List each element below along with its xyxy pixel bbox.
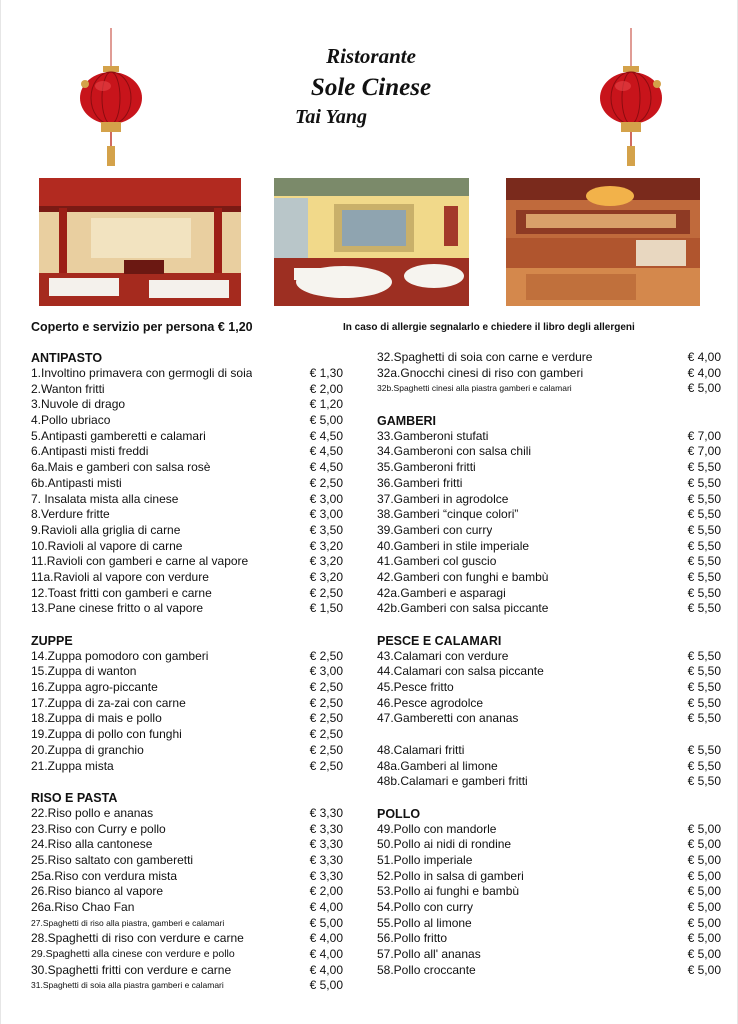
menu-item-price: € 4,00 (687, 365, 721, 380)
menu-item-price: € 3,00 (309, 664, 343, 679)
menu-item (377, 507, 721, 523)
menu-item-price: € 2,50 (309, 475, 343, 490)
menu-item (377, 444, 721, 460)
section-spacer (31, 617, 343, 633)
menu-item-name: 2.Wanton fritti (31, 381, 105, 396)
menu-item-name: 20.Zuppa di granchio (31, 742, 144, 757)
menu-item-name: 56.Pollo fritto (377, 931, 448, 946)
dining-room-photo-3 (506, 178, 700, 306)
menu-item-name: 23.Riso con Curry e pollo (31, 821, 166, 836)
menu-item-name: 14.Zuppa pomodoro con gamberi (31, 648, 209, 663)
menu-item (377, 492, 721, 508)
menu-item (377, 664, 721, 680)
menu-item-name: 25a.Riso con verdura mista (31, 868, 178, 883)
menu-item (31, 476, 343, 492)
menu-item (31, 570, 343, 586)
menu-item (31, 539, 343, 555)
menu-item (377, 350, 721, 366)
menu-item-name: 44.Calamari con salsa piccante (377, 664, 544, 679)
menu-item (31, 366, 343, 382)
menu-item (31, 727, 343, 743)
menu-item-price: € 5,50 (687, 680, 721, 695)
menu-column-right (377, 350, 721, 978)
menu-item-name: 15.Zuppa di wanton (31, 664, 137, 679)
restaurant-subname: Tai Yang (294, 106, 368, 128)
section-title-antipasto: ANTIPASTO (31, 351, 103, 365)
menu-item-price: € 2,50 (309, 695, 343, 710)
menu-item (31, 853, 343, 869)
menu-item-price: € 5,50 (687, 460, 721, 475)
menu-item-name: 16.Zuppa agro-piccante (31, 680, 158, 695)
menu-item-price: € 3,00 (309, 491, 343, 506)
menu-item-price: € 4,50 (309, 428, 343, 443)
menu-item-price: € 5,00 (687, 900, 721, 914)
menu-item-name: 4.Pollo ubriaco (31, 413, 111, 428)
menu-item (31, 554, 343, 570)
menu-item-price: € 4,00 (309, 947, 343, 962)
menu-item (31, 837, 343, 853)
menu-item-name: 49.Pollo con mandorle (377, 821, 497, 836)
menu-item (377, 523, 721, 539)
menu-item (377, 759, 721, 775)
menu-item-name: 32b.Spaghetti cinesi alla piastra gamberi e calamari (377, 383, 572, 394)
menu-item-price: € 5,00 (687, 852, 721, 867)
menu-item (31, 586, 343, 602)
menu-item-price: € 5,50 (687, 695, 721, 710)
menu-item-price: € 4,00 (309, 900, 343, 914)
menu-item (31, 460, 343, 476)
menu-item-name: 26a.Riso Chao Fan (31, 900, 135, 914)
menu-item-price: € 3,20 (309, 538, 343, 553)
menu-item-price: € 5,00 (687, 962, 721, 977)
menu-item-price: € 5,50 (687, 742, 721, 757)
menu-item-price: € 2,50 (309, 680, 343, 695)
menu-item (377, 853, 721, 869)
menu-item-name: 30.Spaghetti fritti con verdure e carne (31, 962, 232, 977)
menu-item (31, 743, 343, 759)
menu-item (377, 869, 721, 885)
section-spacer (31, 774, 343, 790)
menu-item-name: 52.Pollo in salsa di gamberi (377, 868, 524, 883)
restaurant-name: Sole Cinese (310, 74, 432, 101)
section-title-zuppe: ZUPPE (31, 633, 73, 648)
menu-column-left (31, 350, 343, 994)
menu-item (377, 837, 721, 853)
menu-item (377, 539, 721, 555)
menu-item (31, 916, 343, 932)
menu-item-price: € 2,50 (309, 711, 343, 726)
menu-item-name: 55.Pollo al limone (377, 915, 472, 930)
menu-item-name: 50.Pollo ai nidi di rondine (377, 837, 512, 852)
menu-item-name: 25.Riso saltato con gamberetti (31, 852, 194, 867)
menu-item (31, 900, 343, 916)
menu-item-price: € 4,00 (309, 931, 343, 946)
menu-item (377, 601, 721, 617)
menu-item-name: 26.Riso bianco al vapore (31, 884, 164, 899)
menu-item-name: 17.Zuppa di za-zai con carne (31, 695, 186, 710)
menu-item (31, 444, 343, 460)
menu-item-name: 35.Gamberoni fritti (377, 460, 476, 475)
menu-item (377, 570, 721, 586)
menu-item (31, 869, 343, 885)
menu-item-price: € 3,20 (309, 554, 343, 569)
menu-item (377, 947, 721, 963)
restaurant-label: Ristorante (326, 44, 416, 68)
menu-item-name: 38.Gamberi “cinque colori” (377, 507, 519, 522)
menu-item-price: € 5,50 (687, 554, 721, 569)
menu-item-name: 46.Pesce agrodolce (377, 695, 484, 710)
menu-item-price: € 5,00 (309, 915, 343, 930)
menu-item (31, 397, 343, 413)
menu-item-name: 27.Spaghetti di riso alla piastra, gamberi e calamari (31, 917, 225, 928)
menu-item-name: 11.Ravioli con gamberi e carne al vapore (31, 554, 249, 569)
menu-item (31, 492, 343, 508)
menu-item (31, 759, 343, 775)
menu-item-name: 8.Verdure fritte (31, 507, 110, 522)
menu-item (31, 601, 343, 617)
menu-item-name: 32.Spaghetti di soia con carne e verdure (377, 350, 593, 364)
menu-item-price: € 3,00 (309, 507, 343, 522)
menu-item-name: 51.Pollo imperiale (377, 852, 473, 867)
menu-item (377, 900, 721, 916)
menu-item-name: 13.Pane cinese fritto o al vapore (31, 601, 204, 616)
right-lantern-icon (599, 28, 663, 170)
menu-item (31, 978, 343, 994)
menu-item-name: 58.Pollo croccante (377, 962, 476, 977)
menu-item-name: 22.Riso pollo e ananas (31, 805, 154, 820)
menu-item (377, 381, 721, 397)
menu-item-name: 39.Gamberi con curry (377, 522, 493, 537)
menu-item-price: € 5,50 (687, 758, 721, 773)
menu-item (377, 429, 721, 445)
menu-item (31, 507, 343, 523)
cover-charge-notice: Coperto e servizio per persona € 1,20 (31, 320, 253, 334)
menu-item-name: 57.Pollo all' ananas (377, 947, 481, 962)
menu-item (377, 743, 721, 759)
menu-item (377, 680, 721, 696)
menu-item (377, 711, 721, 727)
menu-item (31, 711, 343, 727)
menu-item (31, 429, 343, 445)
menu-item-name: 36.Gamberi fritti (377, 475, 463, 490)
menu-item-name: 12.Toast fritti con gamberi e carne (31, 585, 212, 600)
menu-item-price: € 5,50 (687, 585, 721, 600)
menu-item-price: € 5,50 (687, 538, 721, 553)
menu-item-price: € 3,50 (309, 522, 343, 537)
menu-item-name: 31.Spaghetti di soia alla piastra gamberi e calamari (31, 980, 224, 991)
menu-item-price: € 5,50 (687, 475, 721, 490)
menu-item (377, 696, 721, 712)
menu-item (31, 696, 343, 712)
menu-item-price: € 3,30 (309, 852, 343, 867)
menu-item-name: 37.Gamberi in agrodolce (377, 491, 509, 506)
menu-item-name: 33.Gamberoni stufati (377, 428, 489, 443)
menu-item-name: 53.Pollo ai funghi e bambù (377, 884, 520, 899)
menu-item-name: 45.Pesce fritto (377, 680, 454, 695)
menu-item (31, 963, 343, 979)
menu-item (377, 822, 721, 838)
menu-item-name: 24.Riso alla cantonese (31, 837, 153, 852)
menu-item-name: 34.Gamberoni con salsa chili (377, 444, 532, 459)
menu-item-price: € 5,00 (687, 868, 721, 883)
menu-item (31, 649, 343, 665)
menu-item (377, 586, 721, 602)
section-spacer (377, 617, 721, 633)
menu-item-price: € 5,50 (687, 491, 721, 506)
menu-item-name: 43.Calamari con verdure (377, 648, 509, 663)
menu-item (377, 884, 721, 900)
menu-item (31, 680, 343, 696)
menu-item-name: 5.Antipasti gamberetti e calamari (31, 428, 206, 443)
menu-item-price: € 2,50 (309, 648, 343, 663)
menu-item (377, 476, 721, 492)
menu-item-price: € 5,00 (687, 821, 721, 836)
menu-item-price: € 5,50 (687, 774, 721, 789)
menu-item-price: € 2,50 (309, 742, 343, 757)
menu-item-name: 48.Calamari fritti (377, 742, 465, 757)
menu-item-name: 11a.Ravioli al vapore con verdure (31, 569, 209, 584)
menu-item-price: € 4,50 (309, 460, 343, 475)
menu-item (377, 916, 721, 932)
menu-item-price: € 3,30 (309, 805, 343, 820)
menu-item-price: € 5,50 (687, 648, 721, 663)
menu-item-price: € 5,50 (687, 711, 721, 726)
menu-item-price: € 3,30 (309, 868, 343, 883)
menu-item-name: 7. Insalata mista alla cinese (31, 491, 179, 506)
menu-item-name: 47.Gamberetti con ananas (377, 711, 519, 726)
menu-item-price: € 2,50 (309, 585, 343, 600)
menu-item (377, 931, 721, 947)
menu-item-name: 3.Nuvole di drago (31, 397, 126, 412)
menu-item (377, 963, 721, 979)
section-title-riso-e-pasta: RISO E PASTA (31, 790, 118, 805)
menu-item-name: 54.Pollo con curry (377, 900, 474, 914)
menu-item-price: € 1,20 (309, 397, 343, 412)
menu-item-price: € 7,00 (687, 444, 721, 459)
menu-item-name: 48b.Calamari e gamberi fritti (377, 774, 528, 789)
menu-item-price: € 2,50 (309, 727, 343, 742)
menu-item-name: 6b.Antipasti misti (31, 475, 122, 490)
menu-item (377, 554, 721, 570)
menu-item (31, 931, 343, 947)
menu-item-price: € 4,00 (687, 350, 721, 364)
menu-item-price: € 2,00 (309, 381, 343, 396)
menu-item-name: 28.Spaghetti di riso con verdure e carne (31, 931, 244, 946)
menu-item-name: 48a.Gamberi al limone (377, 758, 498, 773)
menu-item-name: 21.Zuppa mista (31, 758, 114, 773)
section-spacer (377, 397, 721, 413)
menu-item-name: 19.Zuppa di pollo con funghi (31, 727, 182, 742)
list-spacer (377, 727, 721, 743)
menu-item-name: 6a.Mais e gamberi con salsa rosè (31, 460, 211, 475)
menu-item-price: € 7,00 (687, 428, 721, 443)
menu-item-name: 42a.Gamberi e asparagi (377, 585, 506, 600)
menu-item (377, 649, 721, 665)
menu-item-price: € 4,00 (309, 962, 343, 977)
menu-item-name: 42b.Gamberi con salsa piccante (377, 601, 549, 616)
menu-item-price: € 5,00 (687, 837, 721, 852)
menu-item-price: € 5,50 (687, 664, 721, 679)
menu-item-price: € 5,50 (687, 507, 721, 522)
menu-item (31, 806, 343, 822)
menu-item-price: € 5,50 (687, 601, 721, 616)
menu-item-price: € 5,00 (687, 915, 721, 930)
menu-item-price: € 2,00 (309, 884, 343, 899)
menu-item-price: € 5,00 (687, 931, 721, 946)
menu-item (31, 947, 343, 963)
menu-item (377, 460, 721, 476)
menu-item (31, 822, 343, 838)
menu-item (377, 366, 721, 382)
menu-item-name: 1.Involtino primavera con germogli di soia (31, 366, 253, 380)
menu-item (377, 774, 721, 790)
section-title-pollo: POLLO (377, 806, 421, 821)
section-title-pesce-e-calamari: PESCE E CALAMARI (377, 633, 502, 648)
menu-item-price: € 3,30 (309, 837, 343, 852)
menu-item-price: € 3,20 (309, 569, 343, 584)
allergy-notice: In caso di allergie segnalarlo e chiedere il libro degli allergeni (343, 322, 635, 333)
menu-item (31, 382, 343, 398)
menu-item-name: 6.Antipasti misti freddi (31, 444, 149, 459)
menu-item-name: 10.Ravioli al vapore di carne (31, 538, 183, 553)
dining-room-photo-1 (39, 178, 241, 306)
menu-item-price: € 5,00 (309, 413, 343, 428)
menu-item-price: € 5,00 (687, 884, 721, 899)
menu-item-price: € 5,00 (687, 381, 721, 396)
menu-item-name: 42.Gamberi con funghi e bambù (377, 569, 549, 584)
menu-item-price: € 4,50 (309, 444, 343, 459)
menu-item-price: € 1,30 (309, 366, 343, 380)
menu-item (31, 523, 343, 539)
dining-room-photo-2 (274, 178, 469, 306)
section-spacer (377, 790, 721, 806)
menu-item-price: € 5,50 (687, 522, 721, 537)
menu-item-name: 41.Gamberi col guscio (377, 554, 497, 569)
section-title-gamberi: GAMBERI (377, 413, 437, 428)
menu-item-name: 9.Ravioli alla griglia di carne (31, 522, 181, 537)
menu-item-name: 18.Zuppa di mais e pollo (31, 711, 162, 726)
menu-item-price: € 1,50 (309, 601, 343, 616)
menu-item (31, 413, 343, 429)
menu-item-price: € 2,50 (309, 758, 343, 773)
menu-item (31, 664, 343, 680)
left-lantern-icon (79, 28, 143, 170)
menu-item-price: € 5,00 (687, 947, 721, 962)
menu-item-price: € 5,50 (687, 569, 721, 584)
menu-item-name: 40.Gamberi in stile imperiale (377, 538, 530, 553)
menu-item-name: 29.Spaghetti alla cinese con verdure e pollo (31, 948, 235, 961)
menu-item-price: € 3,30 (309, 821, 343, 836)
menu-item-name: 32a.Gnocchi cinesi di riso con gamberi (377, 365, 584, 380)
menu-item (31, 884, 343, 900)
menu-item-price: € 5,00 (309, 978, 343, 993)
